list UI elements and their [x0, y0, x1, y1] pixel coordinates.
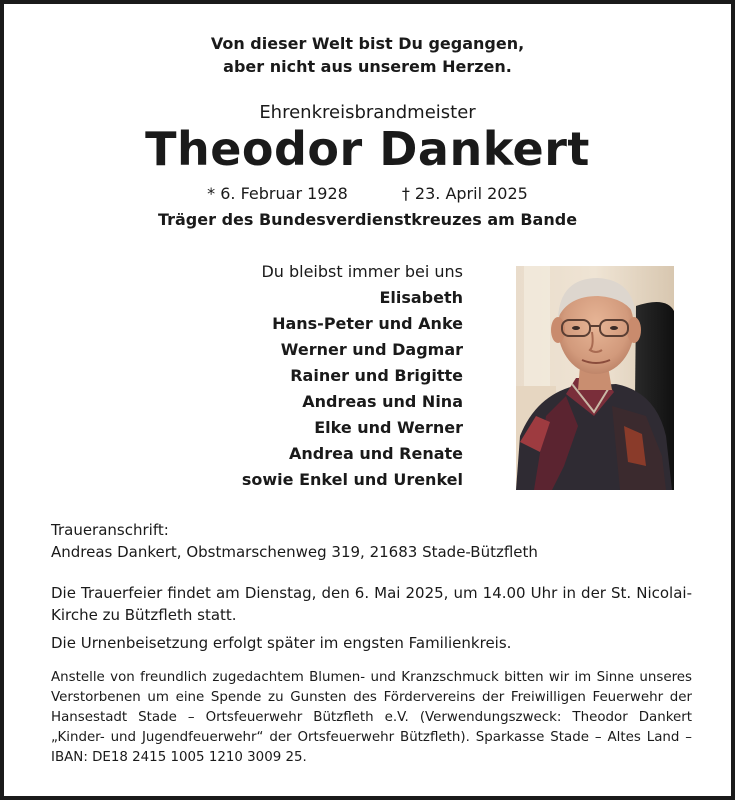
life-dates	[4, 184, 731, 203]
mourner-name: Werner und Dagmar	[280, 340, 463, 359]
quote-line-2: aber nicht aus unserem Herzen.	[223, 57, 512, 76]
deceased-name: Theodor Dankert	[145, 122, 590, 176]
mourner-name: Elke und Werner	[314, 418, 463, 437]
death-date: † 23. April 2025	[401, 184, 528, 203]
award-line: Träger des Bundesverdienstkreuzes am Bande	[157, 210, 578, 229]
mourners-lead: Du bleibst immer bei uns	[261, 262, 463, 281]
quote-line-1: Von dieser Welt bist Du gegangen,	[210, 34, 525, 53]
mourner-name: sowie Enkel und Urenkel	[241, 470, 463, 489]
urn-burial-info: Die Urnenbeisetzung erfolgt später im engsten Familienkreis.	[51, 634, 512, 652]
portrait-photo	[516, 266, 674, 490]
mourner-name: Elisabeth	[379, 288, 463, 307]
funeral-address	[51, 519, 538, 563]
address-value: Andreas Dankert, Obstmarschenweg 319, 21683 Stade-Bützfleth	[51, 543, 538, 561]
mourners-list	[242, 259, 463, 493]
mourner-name: Rainer und Brigitte	[290, 366, 463, 385]
birth-date: * 6. Februar 1928	[207, 184, 348, 203]
mourner-name: Hans-Peter und Anke	[272, 314, 463, 333]
address-label: Traueranschrift:	[51, 521, 169, 539]
mourner-name: Andrea und Renate	[289, 444, 463, 463]
mourner-name: Andreas und Nina	[302, 392, 463, 411]
honorary-rank: Ehrenkreisbrandmeister	[259, 102, 476, 123]
funeral-service-info: Die Trauerfeier findet am Dienstag, den 6. Mai 2025, um 14.00 Uhr in der St. Nicolai-Kirche zu Bützfleth statt.	[51, 584, 692, 624]
donation-request: Anstelle von freundlich zugedachtem Blumen- und Kranzschmuck bitten wir im Sinne unseres Verstorbenen um eine Spende zu Gunsten des Fördervereins der Freiwilligen Feuerwehr der Hansestadt Stade – Ortsfeuerwehr Bützfleth e.V. (Verwendungszweck: Theodor Dankert „Kinder- und Jugendfeuerwehr“ der Ortsfeuerwehr Bützfleth). Sparkasse Stade – Altes Land – IBAN: DE18 2415 1005 1210 3009 25.	[51, 670, 692, 765]
memorial-quote	[4, 32, 731, 78]
